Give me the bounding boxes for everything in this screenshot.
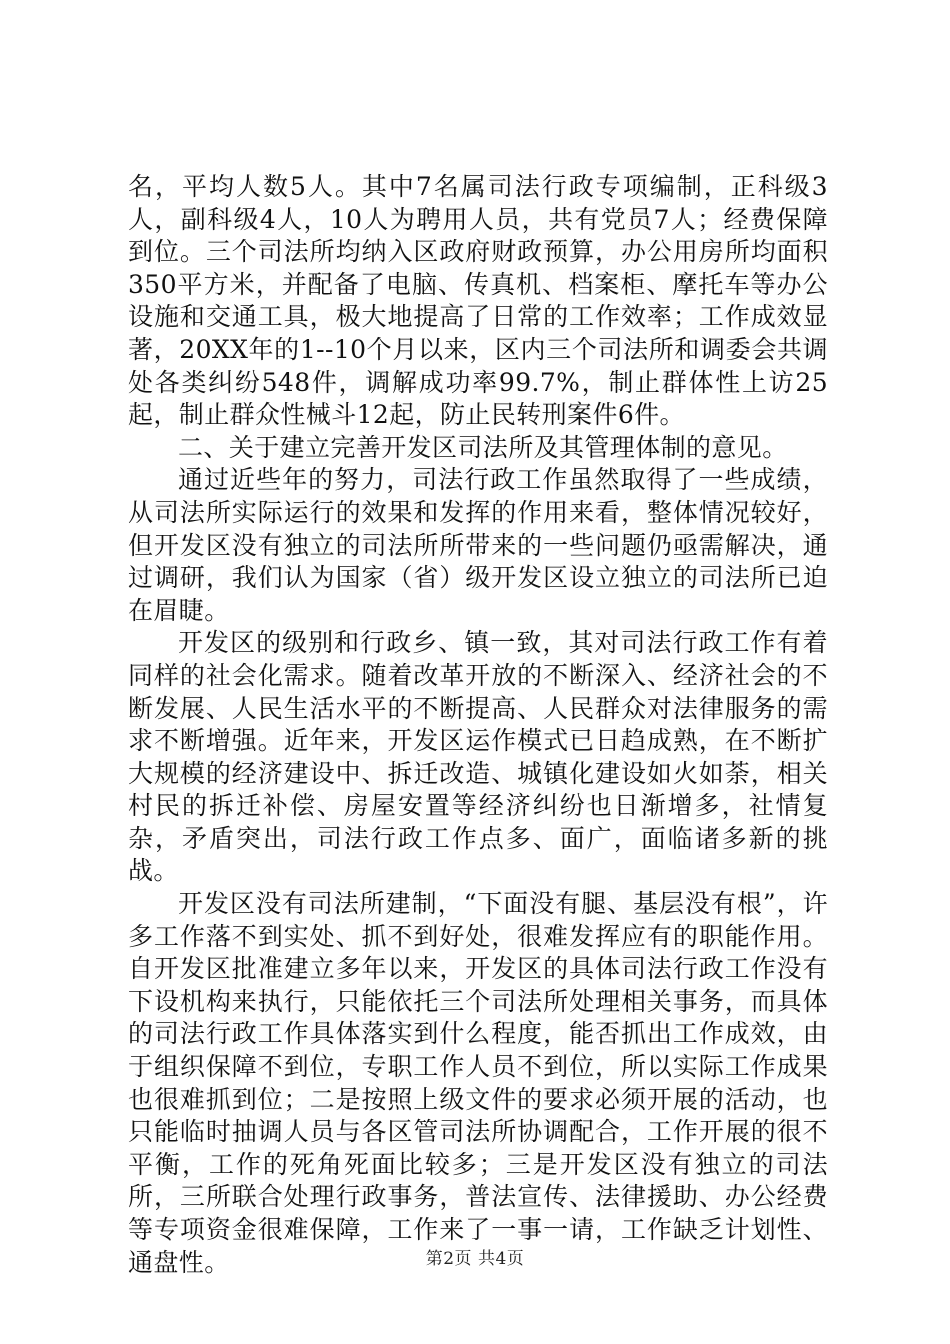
paragraph: 开发区的级别和行政乡、镇一致，其对司法行政工作有着同样的社会化需求。随着改革开放的不断深入、经济社会的不断发展、人民生活水平的不断提高、人民群众对法律服务的需求不断增强。近年来，开发区运作模式已日趋成熟，在不断扩大规模的经济建设中、拆迁改造、城镇化建设如火如荼，相关村民的拆迁补偿、房屋安置等经济纠纷也日渐增多，社情复杂，矛盾突出，司法行政工作点多、面广，面临诸多新的挑战。 bbox=[128, 628, 828, 886]
paragraph: 开发区没有司法所建制，“下面没有腿、基层没有根”，许多工作落不到实处、抓不到好处，很难发挥应有的职能作用。自开发区批准建立多年以来，开发区的具体司法行政工作没有下设机构来执行，只能依托三个司法所处理相关事务，而具体的司法行政工作具体落实到什么程度，能否抓出工作成效，由于组织保障不到位，专职工作人员不到位，所以实际工作成果也很难抓到位；二是按照上级文件的要求必须开展的活动，也只能临时抽调人员与各区管司法所协调配合，工作开展的很不平衡，工作的死角死面比较多；三是开发区没有独立的司法所，三所联合处理行政事务，普法宣传、法律援助、办公经费等专项资金很难保障，工作来了一事一请，工作缺乏计划性、通盘性。 bbox=[128, 889, 828, 1277]
document-body bbox=[128, 171, 828, 1279]
page-number-footer: 第2页 共4页 bbox=[425, 1249, 525, 1269]
section-heading: 二、关于建立完善开发区司法所及其管理体制的意见。 bbox=[178, 432, 788, 462]
paragraph-continuation: 名，平均人数5人。其中7名属司法行政专项编制，正科级3人，副科级4人，10人为聘用人员，共有党员7人；经费保障到位。三个司法所均纳入区政府财政预算，办公用房所均面积350平方米，并配备了电脑、传真机、档案柜、摩托车等办公设施和交通工具，极大地提高了日常的工作效率；工作成效显著，20XX年的1--10个月以来，区内三个司法所和调委会共调处各类纠纷548件，调解成功率99.7%，制止群体性上访25起，制止群众性械斗12起，防止民转刑案件6件。 bbox=[128, 172, 828, 430]
paragraph: 通过近些年的努力，司法行政工作虽然取得了一些成绩，从司法所实际运行的效果和发挥的作用来看，整体情况较好，但开发区没有独立的司法所所带来的一些问题仍亟需解决，通过调研，我们认为国家（省）级开发区设立独立的司法所已迫在眉睫。 bbox=[128, 465, 828, 625]
